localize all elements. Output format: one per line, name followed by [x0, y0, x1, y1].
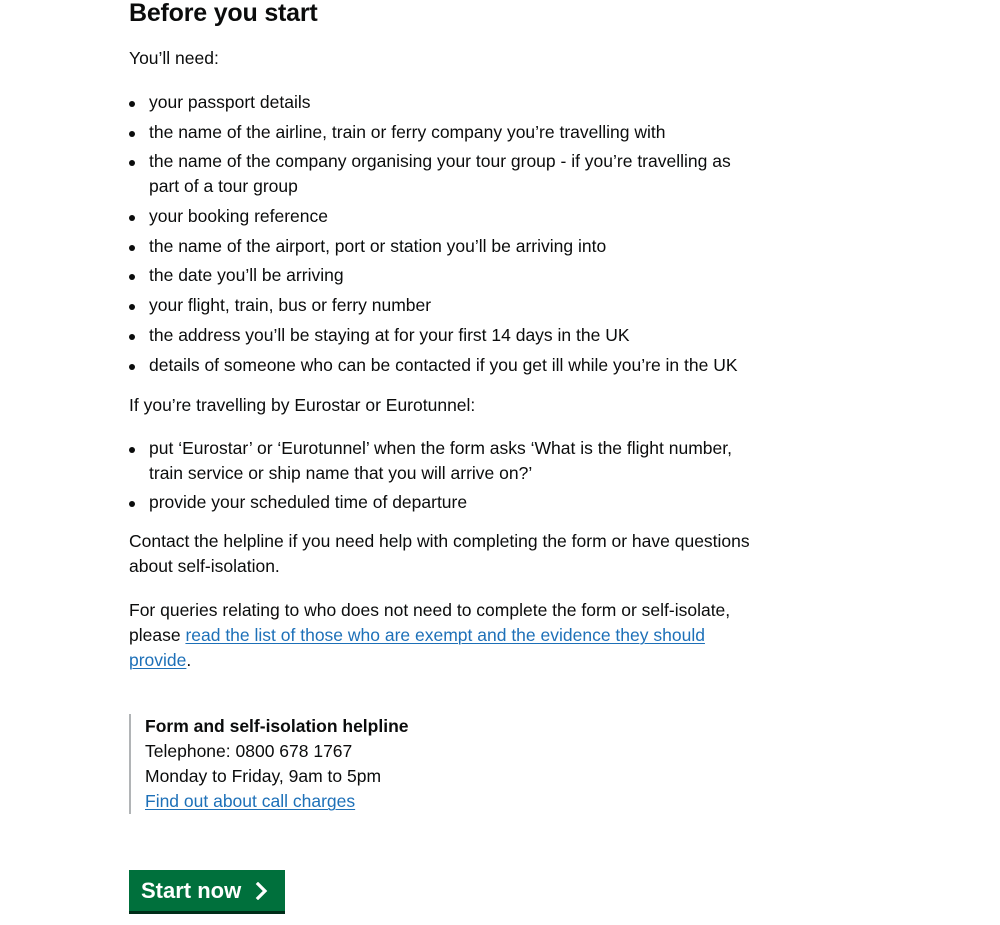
start-now-button[interactable] [129, 870, 285, 911]
bullet-icon [129, 160, 135, 166]
bullet-icon [129, 501, 135, 507]
bullet-icon [129, 304, 135, 310]
contact-paragraph: Contact the helpline if you need help with completing the form or have questions about self-isolation. [129, 531, 750, 577]
main-content [129, 0, 759, 814]
helpline-telephone: Telephone: 0800 678 1767 [145, 741, 353, 762]
bullet-icon [129, 334, 135, 340]
eurostar-list [129, 436, 759, 516]
exempt-list-link[interactable]: read the list of those who are exempt and the evidence they should provide [129, 625, 705, 671]
list-item: details of someone who can be contacted if you get ill while you’re in the UK [129, 353, 759, 378]
queries-paragraph: For queries relating to who does not need to complete the form or self-isolate, please read the list of those who are exempt and the evidence they should provide. [129, 600, 731, 671]
chevron-right-icon [255, 882, 269, 900]
list-item: your flight, train, bus or ferry number [129, 293, 759, 318]
helpline-hours: Monday to Friday, 9am to 5pm [145, 766, 382, 787]
list-item: put ‘Eurostar’ or ‘Eurotunnel’ when the form asks ‘What is the flight number, train service or ship name that you will arrive on?’ [129, 436, 759, 486]
bullet-icon [129, 364, 135, 370]
list-item: the name of the airport, port or station you’ll be arriving into [129, 234, 759, 259]
list-item: your booking reference [129, 204, 759, 229]
bullet-icon [129, 447, 135, 453]
list-item: your passport details [129, 90, 759, 115]
call-charges-link[interactable]: Find out about call charges [145, 791, 356, 812]
list-item: the date you’ll be arriving [129, 263, 759, 288]
helpline-inset [129, 714, 759, 814]
bullet-icon [129, 101, 135, 107]
list-item: the name of the company organising your tour group - if you’re travelling as part of a tour group [129, 149, 759, 199]
bullet-icon [129, 245, 135, 251]
bullet-icon [129, 215, 135, 221]
helpline-title: Form and self-isolation helpline [145, 716, 409, 737]
eurostar-intro: If you’re travelling by Eurostar or Eurotunnel: [129, 394, 476, 415]
bullet-icon [129, 131, 135, 137]
needs-intro: You’ll need: [129, 48, 219, 68]
list-item: the address you’ll be staying at for your first 14 days in the UK [129, 323, 759, 348]
page-heading: Before you start [129, 0, 318, 27]
start-now-label: Start now [141, 878, 242, 903]
list-item: the name of the airline, train or ferry company you’re travelling with [129, 120, 759, 145]
needs-list [129, 90, 759, 378]
list-item: provide your scheduled time of departure [129, 490, 759, 515]
bullet-icon [129, 274, 135, 280]
